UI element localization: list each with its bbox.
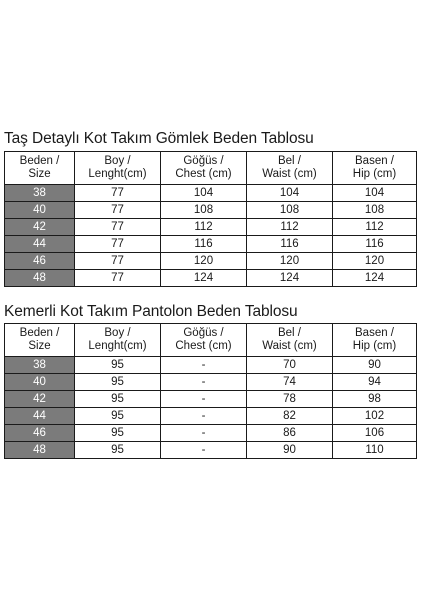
header-chest [161, 324, 247, 357]
header-line: Göğüs / [183, 155, 224, 167]
hip-cell: 98 [333, 391, 417, 408]
chest-cell: 124 [161, 270, 247, 287]
size-cell: 44 [5, 236, 75, 253]
waist-cell: 124 [247, 270, 333, 287]
header-line: Bel / [277, 327, 301, 339]
pants-size-table-title: Kemerli Kot Takım Pantolon Beden Tablosu [4, 303, 298, 320]
hip-cell: 116 [333, 236, 417, 253]
header-line: Boy / [104, 155, 131, 167]
hip-cell: 124 [333, 270, 417, 287]
header-waist [247, 324, 333, 357]
hip-cell: 106 [333, 425, 417, 442]
header-size [5, 152, 75, 185]
chest-cell: - [161, 357, 247, 374]
size-cell: 42 [5, 391, 75, 408]
header-line: Chest (cm) [175, 168, 232, 180]
waist-cell: 78 [247, 391, 333, 408]
table-row [5, 270, 417, 287]
chest-cell: - [161, 374, 247, 391]
header-line: Basen / [355, 155, 394, 167]
header-line: Waist (cm) [262, 168, 317, 180]
hip-cell: 94 [333, 374, 417, 391]
length-cell: 95 [75, 408, 161, 425]
length-cell: 77 [75, 219, 161, 236]
waist-cell: 108 [247, 202, 333, 219]
header-hip [333, 324, 417, 357]
table-row [5, 391, 417, 408]
header-hip [333, 152, 417, 185]
header-length [75, 324, 161, 357]
size-cell: 38 [5, 185, 75, 202]
header-line: Waist (cm) [262, 340, 317, 352]
length-cell: 95 [75, 442, 161, 459]
waist-cell: 90 [247, 442, 333, 459]
header-line: Chest (cm) [175, 340, 232, 352]
table-row [5, 442, 417, 459]
waist-cell: 104 [247, 185, 333, 202]
header-waist [247, 152, 333, 185]
header-size [5, 324, 75, 357]
chest-cell: 112 [161, 219, 247, 236]
length-cell: 95 [75, 374, 161, 391]
table-row [5, 408, 417, 425]
hip-cell: 104 [333, 185, 417, 202]
pants-size-table [4, 323, 417, 459]
size-cell: 40 [5, 202, 75, 219]
waist-cell: 112 [247, 219, 333, 236]
table-row [5, 374, 417, 391]
shirt-size-table-title: Taş Detaylı Kot Takım Gömlek Beden Tablosu [4, 130, 314, 147]
size-cell: 46 [5, 253, 75, 270]
chest-cell: - [161, 442, 247, 459]
table-row [5, 202, 417, 219]
table-row [5, 219, 417, 236]
header-line: Basen / [355, 327, 394, 339]
header-line: Lenght(cm) [88, 168, 147, 180]
table-row [5, 425, 417, 442]
hip-cell: 110 [333, 442, 417, 459]
table-row [5, 185, 417, 202]
length-cell: 77 [75, 270, 161, 287]
waist-cell: 116 [247, 236, 333, 253]
header-line: Hip (cm) [352, 168, 397, 180]
header-length [75, 152, 161, 185]
chest-cell: 116 [161, 236, 247, 253]
length-cell: 95 [75, 357, 161, 374]
table-row [5, 253, 417, 270]
chest-cell: 104 [161, 185, 247, 202]
header-line: Hip (cm) [352, 340, 397, 352]
shirt-size-table [4, 151, 417, 287]
waist-cell: 120 [247, 253, 333, 270]
header-line: Size [28, 168, 51, 180]
hip-cell: 102 [333, 408, 417, 425]
table-row [5, 236, 417, 253]
size-cell: 44 [5, 408, 75, 425]
header-line: Size [28, 340, 51, 352]
header-line: Göğüs / [183, 327, 224, 339]
size-cell: 38 [5, 357, 75, 374]
chest-cell: - [161, 408, 247, 425]
size-cell: 48 [5, 270, 75, 287]
chest-cell: 108 [161, 202, 247, 219]
table-row [5, 357, 417, 374]
hip-cell: 90 [333, 357, 417, 374]
header-line: Boy / [104, 327, 131, 339]
length-cell: 77 [75, 236, 161, 253]
header-chest [161, 152, 247, 185]
waist-cell: 86 [247, 425, 333, 442]
header-line: Beden / [19, 327, 60, 339]
length-cell: 77 [75, 202, 161, 219]
size-cell: 42 [5, 219, 75, 236]
hip-cell: 120 [333, 253, 417, 270]
chest-cell: - [161, 391, 247, 408]
waist-cell: 70 [247, 357, 333, 374]
length-cell: 77 [75, 185, 161, 202]
hip-cell: 108 [333, 202, 417, 219]
length-cell: 95 [75, 425, 161, 442]
header-line: Bel / [277, 155, 301, 167]
chest-cell: - [161, 425, 247, 442]
table-header-row [5, 324, 417, 357]
table-header-row [5, 152, 417, 185]
header-line: Lenght(cm) [88, 340, 147, 352]
size-cell: 46 [5, 425, 75, 442]
waist-cell: 82 [247, 408, 333, 425]
chest-cell: 120 [161, 253, 247, 270]
waist-cell: 74 [247, 374, 333, 391]
size-cell: 48 [5, 442, 75, 459]
length-cell: 77 [75, 253, 161, 270]
hip-cell: 112 [333, 219, 417, 236]
length-cell: 95 [75, 391, 161, 408]
header-line: Beden / [19, 155, 60, 167]
size-cell: 40 [5, 374, 75, 391]
